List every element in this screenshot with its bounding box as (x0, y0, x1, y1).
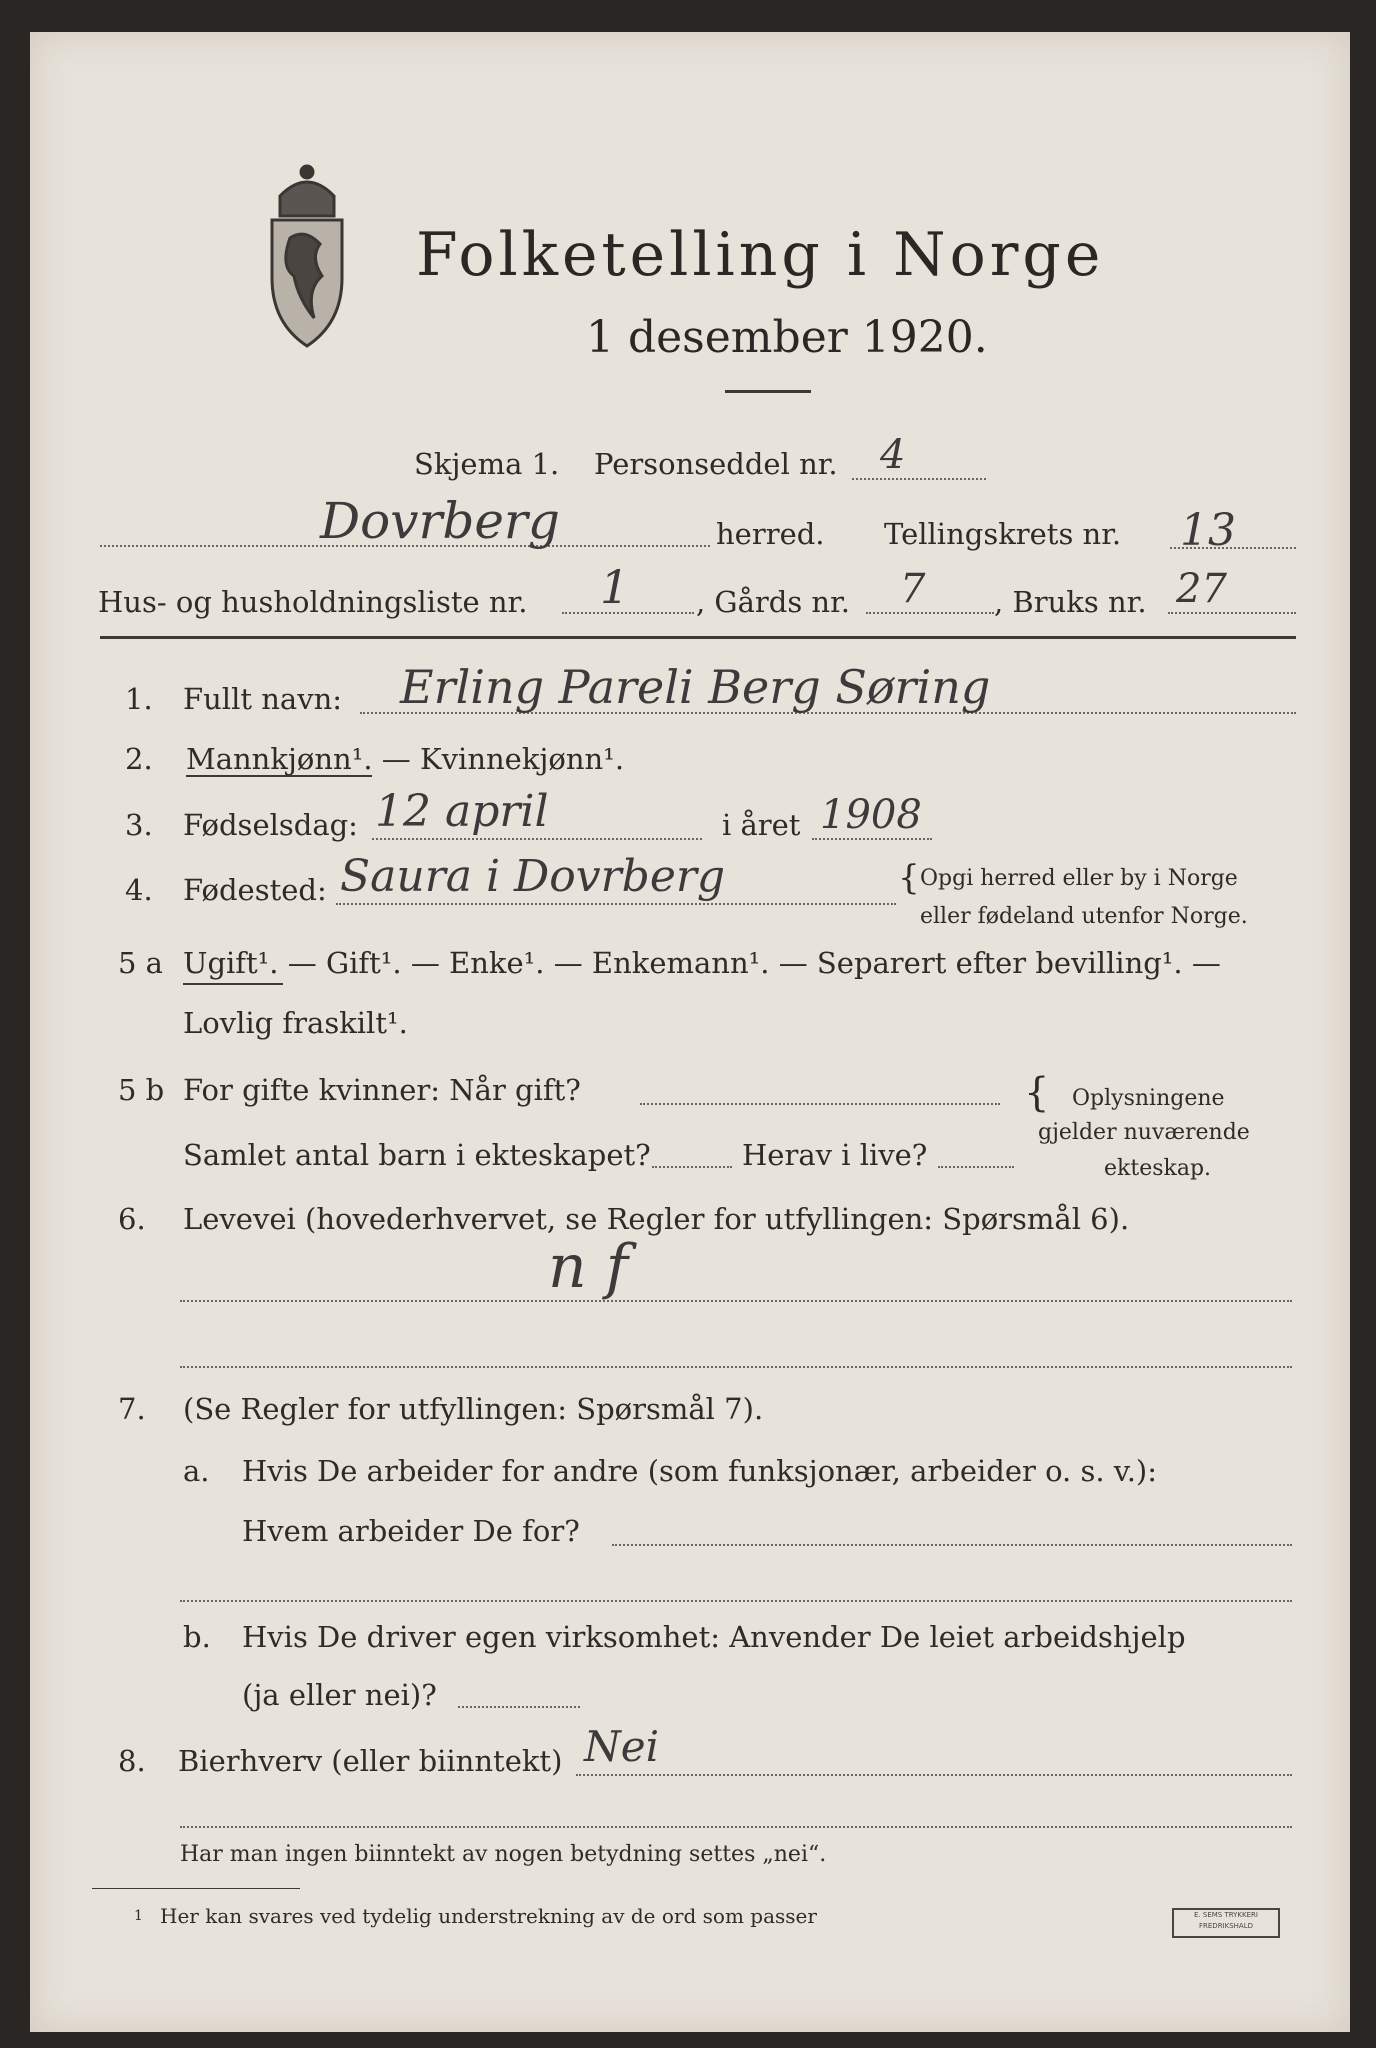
q5b-brace: { (1024, 1070, 1050, 1116)
footnote-divider (92, 1888, 300, 1889)
footnote-mark: 1 (134, 1908, 143, 1924)
q6-value[interactable]: n f (548, 1232, 628, 1302)
q5a-number: 5 a (118, 946, 163, 980)
q5a-underline (183, 983, 283, 985)
gards-label: , Gårds nr. (696, 585, 850, 619)
q7a-text: Hvis De arbeider for andre (som funksjonær, arbeider o. s. v.): (242, 1454, 1158, 1488)
q5b-note-1: Oplysningene (1072, 1086, 1225, 1111)
q6-number: 6. (118, 1202, 146, 1236)
q3-year-line (812, 838, 932, 840)
q5b-label-3: Herav i live? (742, 1138, 928, 1172)
q6-text: Levevei (hovederhvervet, se Regler for utfyllingen: Spørsmål 6). (183, 1202, 1130, 1236)
q5b-children-line (652, 1166, 732, 1168)
q6-line-1 (180, 1300, 1292, 1302)
q5b-number: 5 b (118, 1073, 165, 1107)
q3-line (372, 838, 702, 840)
printer-stamp (1172, 1908, 1280, 1938)
q4-value[interactable]: Saura i Dovrberg (340, 851, 726, 902)
husliste-label: Hus- og husholdningsliste nr. (98, 585, 528, 619)
q8-label: Bierhverv (eller biinntekt) (178, 1744, 563, 1778)
q7a-letter: a. (183, 1454, 210, 1488)
q8-value[interactable]: Nei (584, 1722, 660, 1771)
q8-line (576, 1774, 1292, 1776)
q7-number: 7. (118, 1392, 146, 1426)
q7-text: (Se Regler for utfyllingen: Spørsmål 7). (183, 1392, 764, 1426)
q5b-alive-line (938, 1166, 1014, 1168)
skjema-label: Skjema 1. (414, 447, 560, 481)
q3-label: Fødselsdag: (183, 808, 358, 842)
q7a-line-1 (612, 1544, 1292, 1546)
q2-text: Mannkjønn¹. — Kvinnekjønn¹. (186, 742, 625, 776)
gards-line (866, 612, 994, 614)
header-separator (100, 636, 1296, 639)
q7b-text-2: (ja eller nei)? (242, 1678, 437, 1712)
q6-line-2 (180, 1366, 1292, 1368)
q5b-married-line (640, 1103, 1000, 1105)
q3-year-label: i året (722, 808, 801, 842)
tellingskrets-label: Tellingskrets nr. (884, 517, 1122, 551)
personseddel-label: Personseddel nr. (594, 447, 838, 481)
q2-number: 2. (125, 742, 153, 776)
personseddel-value[interactable]: 4 (880, 432, 906, 478)
q1-value[interactable]: Erling Pareli Berg Søring (400, 660, 991, 714)
q5a-text-2: Lovlig fraskilt¹. (183, 1006, 408, 1040)
bruks-line (1168, 612, 1296, 614)
footnote-text: Her kan svares ved tydelig understrekning av de ord som passer (160, 1904, 817, 1928)
herred-value[interactable]: Dovrberg (320, 492, 560, 550)
printer-stamp-line-1: E. SEMS TRYKKERI (1194, 1911, 1258, 1919)
q7b-letter: b. (183, 1620, 211, 1654)
q5b-note-3: ekteskap. (1104, 1156, 1212, 1181)
q8-line-2 (180, 1826, 1292, 1828)
form-title: Folketelling i Norge (416, 220, 1105, 290)
q3-number: 3. (125, 808, 153, 842)
q1-number: 1. (125, 682, 153, 716)
q2-underline (186, 775, 372, 777)
husliste-value[interactable]: 1 (600, 560, 630, 614)
q1-label: Fullt navn: (183, 682, 343, 716)
q5b-note-2: gjelder nuværende (1038, 1120, 1250, 1145)
q4-note-2: eller fødeland utenfor Norge. (920, 904, 1248, 929)
q7b-line (458, 1706, 580, 1708)
q4-line (336, 903, 896, 905)
herred-label: herred. (716, 517, 825, 551)
q7a-line-2 (180, 1600, 1292, 1602)
bruks-value[interactable]: 27 (1176, 566, 1227, 612)
q4-label: Fødested: (183, 873, 327, 907)
printer-stamp-line-2: FREDRIKSHALD (1198, 1922, 1253, 1930)
bruks-label: , Bruks nr. (994, 585, 1147, 619)
q7b-text: Hvis De driver egen virksomhet: Anvender De leiet arbeidshjelp (242, 1620, 1186, 1654)
q3-year-value[interactable]: 1908 (820, 792, 922, 838)
q7a-text-2: Hvem arbeider De for? (242, 1514, 580, 1548)
census-date: 1 desember 1920. (586, 312, 988, 363)
q5a-text: Ugift¹. — Gift¹. — Enke¹. — Enkemann¹. — Separert efter bevilling¹. — (183, 946, 1221, 980)
q8-note: Har man ingen biinntekt av nogen betydning settes „nei“. (180, 1842, 827, 1867)
q4-brace: { (898, 858, 920, 898)
title-divider (725, 390, 811, 393)
coat-of-arms-icon (250, 158, 365, 353)
q4-note-1: Opgi herred eller by i Norge (920, 866, 1238, 891)
q5b-label-2: Samlet antal barn i ekteskapet? (183, 1138, 651, 1172)
q5b-label-1: For gifte kvinner: Når gift? (183, 1073, 581, 1107)
q3-value[interactable]: 12 april (375, 786, 549, 837)
q8-number: 8. (118, 1744, 146, 1778)
gards-value[interactable]: 7 (900, 566, 926, 612)
tellingskrets-value[interactable]: 13 (1180, 505, 1236, 556)
personseddel-line (852, 478, 986, 480)
q4-number: 4. (125, 873, 153, 907)
